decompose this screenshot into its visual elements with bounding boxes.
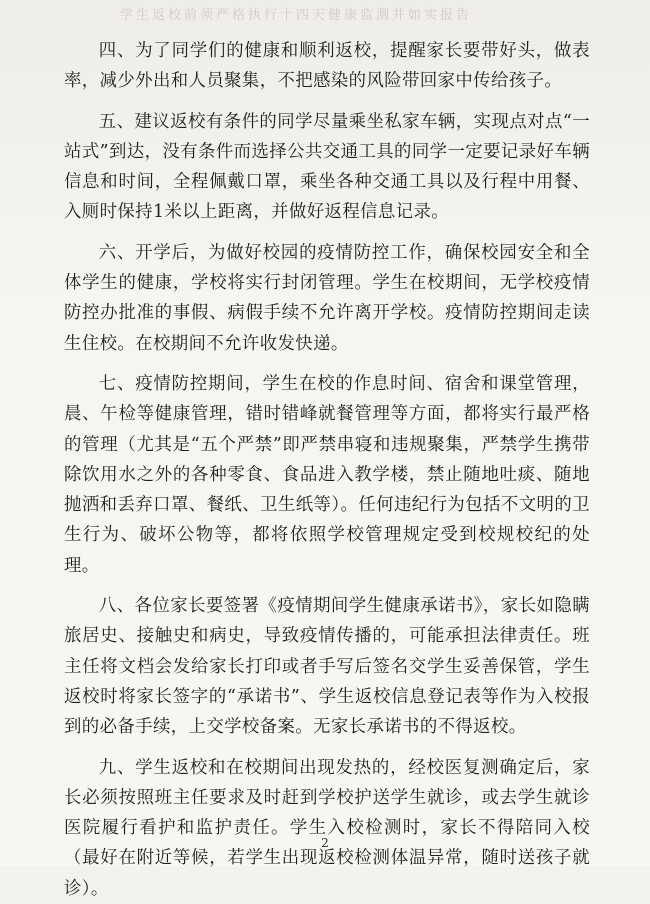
body-text	[64, 36, 590, 904]
paragraph-9: 九、学生返校和在校期间出现发热的，经校医复测确定后，家长必须按照班主任要求及时赶到学校护送学生就诊，或去学生就诊医院履行看护和监护责任。学生入校检测时，家长不得陪同入校（最好在附近等候，若学生出现返校检测体温异常，随时送孩子就诊）。	[64, 757, 590, 899]
paragraph-4: 四、为了同学们的健康和顺利返校，提醒家长要带好头，做表率，减少外出和人员聚集，不把感染的风险带回家中传给孩子。	[64, 41, 590, 92]
paragraph-5: 五、建议返校有条件的同学尽量乘坐私家车辆，实现点对点“一站式”到达，没有条件而选择公共交通工具的同学一定要记录好车辆信息和时间，全程佩戴口罩，乘坐各种交通工具以及行程中用餐、入厕时保持1米以上距离，并做好返程信息记录。	[64, 111, 590, 223]
page-number: 2	[321, 836, 329, 850]
paragraph-6: 六、开学后，为做好校园的疫情防控工作，确保校园安全和全体学生的健康，学校将实行封闭管理。学生在校期间，无学校疫情防控办批准的事假、病假手续不允许离开学校。疫情防控期间走读生住校。在校期间不允许收发快递。	[64, 242, 590, 354]
bleed-through-text: 学生返校前须严格执行十四天健康监测并如实报告	[120, 8, 473, 23]
paragraph-8: 八、各位家长要签署《疫情期间学生健康承诺书》，家长如隐瞒旅居史、接触史和病史，导致疫情传播的，可能承担法律责任。班主任将文档会发给家长打印或者手写后签名交学生妥善保管，学生返校时将家长签字的“承诺书”、学生返校信息登记表等作为入校报到的必备手续，上交学校备案。无家长承诺书的不得返校。	[64, 596, 590, 738]
paragraph-7: 七、疫情防控期间，学生在校的作息时间、宿舍和课堂管理，晨、午检等健康管理，错时错峰就餐管理等方面，都将实行最严格的管理（尤其是“五个严禁”即严禁串寝和违规聚集，严禁学生携带除饮用水之外的各种零食、食品进入教学楼，禁止随地吐痰、随地抛洒和丢弃口罩、餐纸、卫生纸等）。任何违纪行为包括不文明的卫生行为、破坏公物等，都将依照学校管理规定受到校规校纪的处理。	[64, 373, 590, 576]
